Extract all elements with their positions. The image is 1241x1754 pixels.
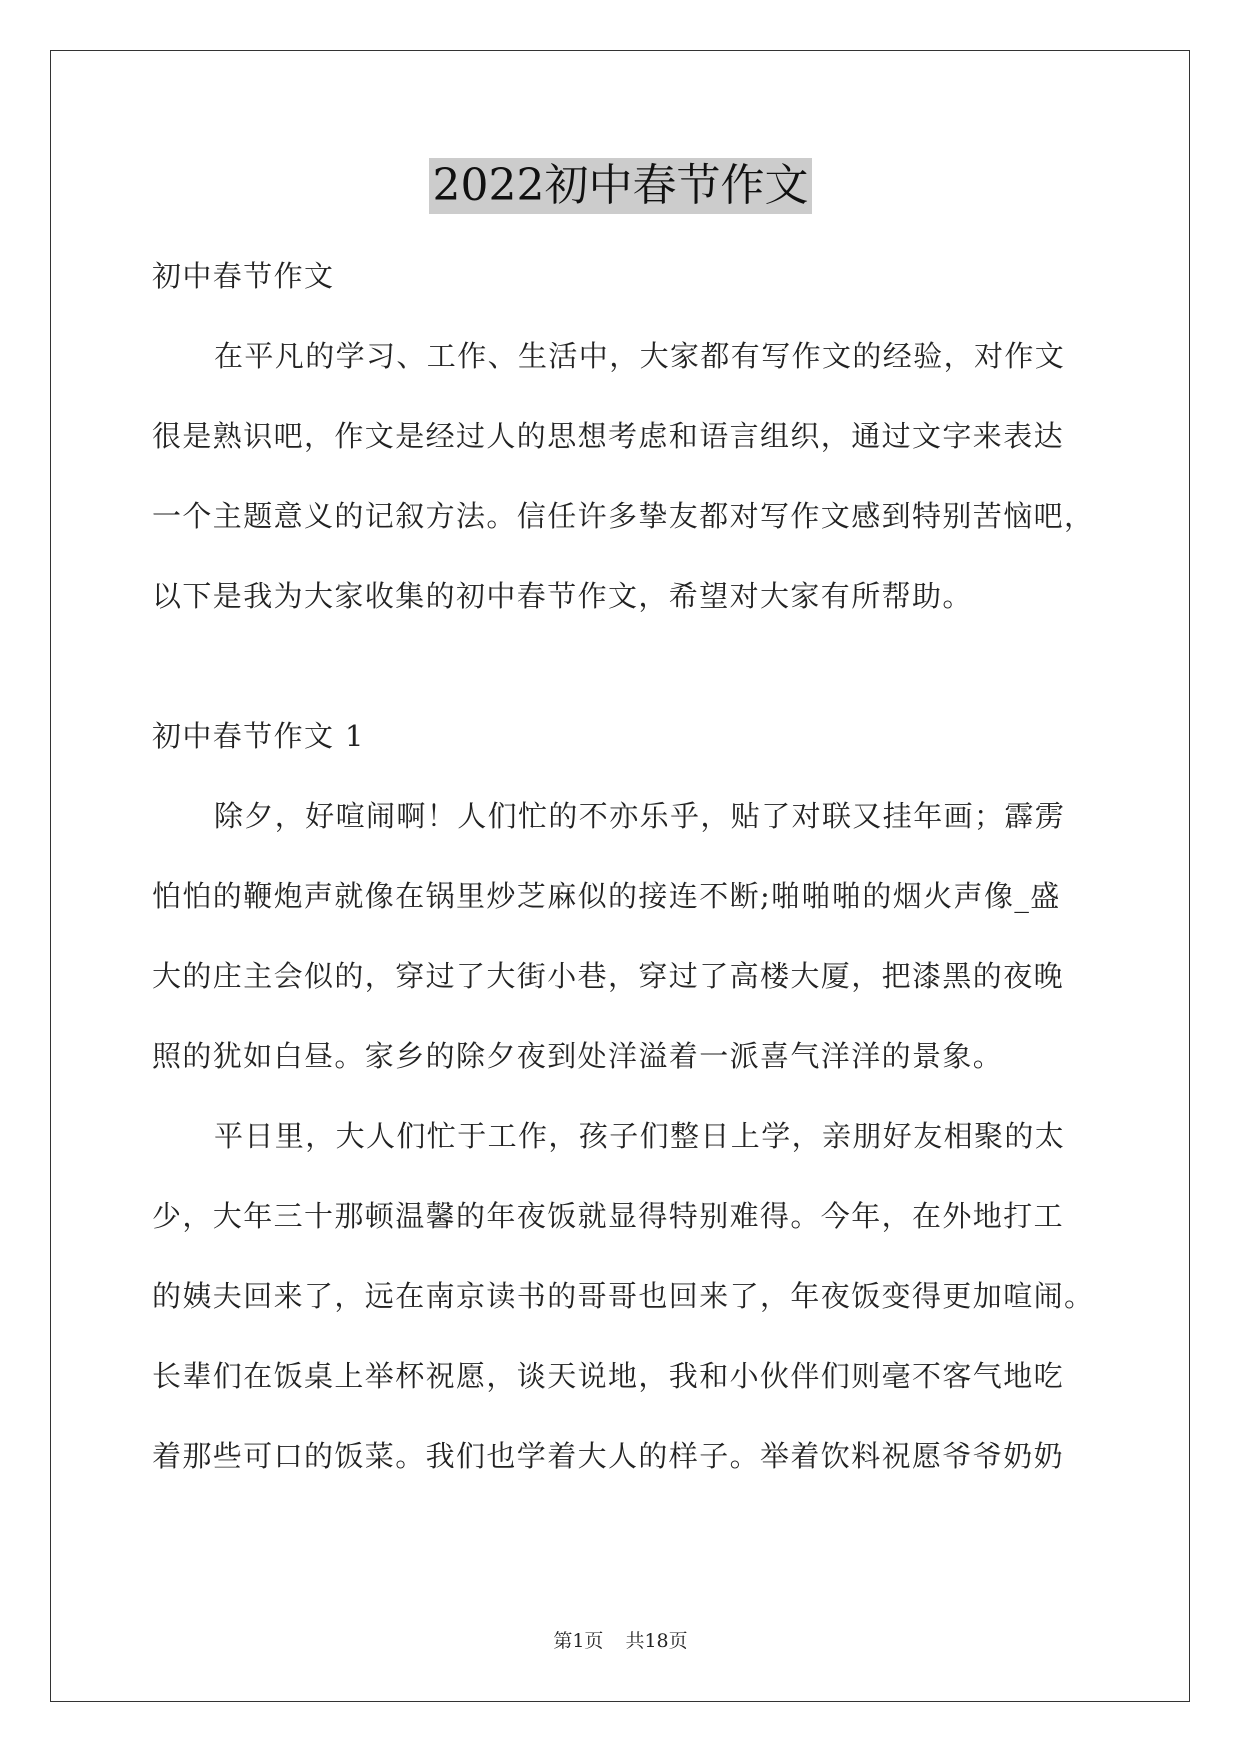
paragraph-line: 少，大年三十那顿温馨的年夜饭就显得特别难得。今年，在外地打工: [152, 1199, 1065, 1233]
paragraph-line: 着那些可口的饭菜。我们也学着大人的样子。举着饮料祝愿爷爷奶奶: [152, 1439, 1065, 1473]
paragraph-line: 怕怕的鞭炮声就像在锅里炒芝麻似的接连不断;啪啪啪的烟火声像_盛: [152, 879, 1061, 913]
paragraph-line: 平日里，大人们忙于工作，孩子们整日上学，亲朋好友相聚的太: [214, 1119, 1066, 1153]
document-body: [152, 236, 1095, 1496]
paragraph-1: [152, 776, 1087, 1096]
page-number-total: 共18页: [625, 1630, 688, 1652]
paragraph-line: 大的庄主会似的，穿过了大街小巷，穿过了高楼大厦，把漆黑的夜晚: [152, 959, 1065, 993]
page-footer: [0, 1626, 1241, 1653]
section-heading: 初中春节作文 1: [152, 719, 365, 753]
intro-heading: 初中春节作文: [152, 259, 335, 293]
page-number-current: 第1页: [553, 1630, 604, 1652]
intro-line: 以下是我为大家收集的初中春节作文，希望对大家有所帮助。: [152, 579, 973, 613]
intro-paragraph: [152, 316, 1095, 636]
paragraph-2: [152, 1096, 1095, 1496]
title-container: [0, 158, 1241, 214]
paragraph-line: 除夕，好喧闹啊！人们忙的不亦乐乎，贴了对联又挂年画；霹雳: [214, 799, 1066, 833]
intro-line: 一个主题意义的记叙方法。信任许多挚友都对写作文感到特别苦恼吧，: [152, 499, 1095, 533]
paragraph-line: 长辈们在饭桌上举杯祝愿，谈天说地，我和小伙伴们则毫不客气地吃: [152, 1359, 1065, 1393]
section-gap: [152, 636, 1087, 696]
document-title: 2022初中春节作文: [429, 158, 813, 214]
intro-line: 在平凡的学习、工作、生活中，大家都有写作文的经验，对作文: [214, 339, 1066, 373]
paragraph-line: 的姨夫回来了，远在南京读书的哥哥也回来了，年夜饭变得更加喧闹。: [152, 1279, 1095, 1313]
intro-line: 很是熟识吧，作文是经过人的思想考虑和语言组织，通过文字来表达: [152, 419, 1065, 453]
paragraph-line: 照的犹如白昼。家乡的除夕夜到处洋溢着一派喜气洋洋的景象。: [152, 1039, 1004, 1073]
